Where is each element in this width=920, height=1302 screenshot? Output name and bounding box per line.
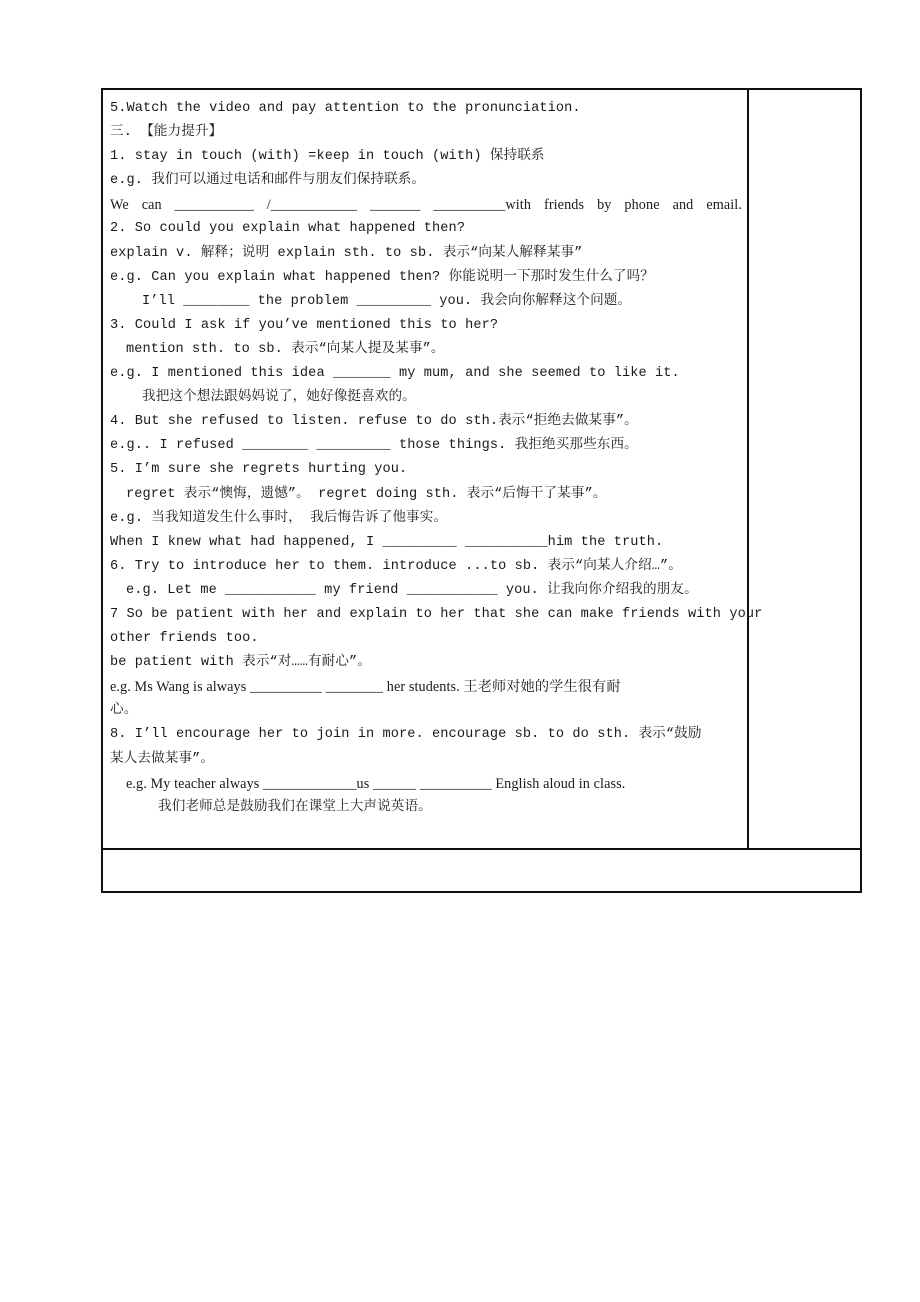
item-3-fill-blank[interactable]: e.g. I mentioned this idea _______ my mum, and she seemed to like it. <box>110 366 680 382</box>
item-4-sentence: 4. But she refused to listen. refuse to do sth.表示“拒绝去做某事”。 <box>110 414 638 430</box>
item-5-definition: regret 表示“懊悔，遗憾”。 regret doing sth. 表示“后悔干了某事”。 <box>126 486 607 502</box>
item-2-example: e.g. Can you explain what happened then? 你能说明一下那时发生什么了吗？ <box>110 269 654 285</box>
main-content-cell <box>103 90 763 850</box>
item-3-definition: mention sth. to sb. 表示“向某人提及某事”。 <box>126 341 445 357</box>
item-7-definition: be patient with 表示“对……有耐心”。 <box>110 655 372 671</box>
item-8-translation: 我们老师总是鼓励我们在课堂上大声说英语。 <box>158 799 432 815</box>
notes-cell[interactable] <box>749 90 860 850</box>
lesson-content <box>110 97 763 820</box>
item-1-fill-blank[interactable]: We can ___________ /____________ _______ __________with friends by phone and email. <box>110 197 742 214</box>
reflection-cell[interactable] <box>103 850 860 891</box>
item-7-fill-blank[interactable]: e.g. Ms Wang is always __________ ________ her students. 王老师对她的学生很有耐 <box>110 679 621 696</box>
item-4-fill-blank[interactable]: e.g.. I refused ________ _________ those things. 我拒绝买那些东西。 <box>110 438 638 454</box>
item-6-fill-blank[interactable]: e.g. Let me ___________ my friend ___________ you. 让我向你介绍我的朋友。 <box>126 582 698 598</box>
item-3-translation: 我把这个想法跟妈妈说了，她好像挺喜欢的。 <box>142 390 416 406</box>
item-2-definition: explain v. 解释；说明 explain sth. to sb. 表示“向某人解释某事” <box>110 245 583 261</box>
item-3-sentence: 3. Could I ask if you’ve mentioned this to her? <box>110 317 499 333</box>
item-8-definition-cont: 某人去做某事”。 <box>110 751 215 767</box>
line-watch-video: 5.Watch the video and pay attention to the pronunciation. <box>110 101 581 116</box>
item-5-fill-blank[interactable]: When I knew what had happened, I _________ __________him the truth. <box>110 534 664 550</box>
item-8-sentence: 8. I’ll encourage her to join in more. encourage sb. to do sth. 表示“鼓励 <box>110 727 702 743</box>
item-1-example-cn: e.g. 我们可以通过电话和邮件与朋友们保持联系。 <box>110 173 426 189</box>
section-heading: 三. 【能力提升】 <box>110 125 223 141</box>
item-7-sentence: 7 So be patient with her and explain to her that she can make friends with your <box>110 606 763 622</box>
item-7-sentence-cont: other friends too. <box>110 631 259 647</box>
item-2-fill-blank[interactable]: I’ll ________ the problem _________ you. 我会向你解释这个问题。 <box>142 293 632 309</box>
item-2-sentence: 2. So could you explain what happened then? <box>110 221 466 237</box>
item-5-sentence: 5. I’m sure she regrets hurting you. <box>110 462 408 478</box>
item-6-sentence: 6. Try to introduce her to them. introduce ...to sb. 表示“向某人介绍…”。 <box>110 558 682 574</box>
item-7-fill-blank-cont: 心。 <box>110 703 138 719</box>
worksheet-table <box>101 88 862 893</box>
item-8-fill-blank[interactable]: e.g. My teacher always _____________us ______ __________ English aloud in class. <box>126 775 626 792</box>
item-5-example-cn: e.g. 当我知道发生什么事时， 我后悔告诉了他事实。 <box>110 510 448 526</box>
item-1-phrase: 1. stay in touch (with) =keep in touch (with) 保持联系 <box>110 149 545 165</box>
